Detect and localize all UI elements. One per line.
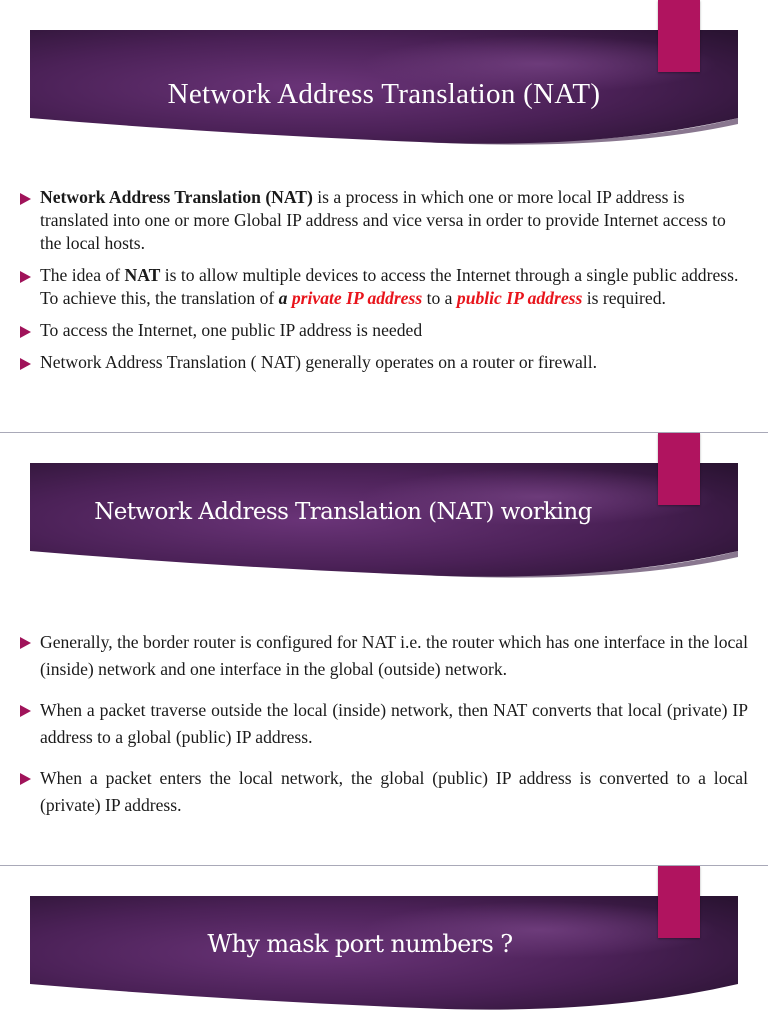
public-ip-highlight: public IP address	[456, 288, 583, 308]
private-ip-highlight: private IP address	[291, 288, 423, 308]
bullet-list	[18, 186, 748, 383]
nat-term: Network Address Translation (NAT)	[40, 187, 313, 207]
bullet-text: Generally, the border router is configured for NAT i.e. the router which has one interface in the local (inside) network and one interface in the global (outside) network.	[40, 632, 748, 679]
accent-tab	[658, 866, 700, 938]
bullet-item	[18, 264, 748, 310]
bullet-arrow-icon	[20, 193, 31, 205]
bullet-text: Network Address Translation ( NAT) generally operates on a router or firewall.	[40, 352, 597, 372]
bullet-list	[18, 629, 748, 833]
bullet-arrow-icon	[20, 358, 31, 370]
nat-term: NAT	[124, 265, 161, 285]
accent-tab	[658, 433, 700, 505]
bullet-item	[18, 765, 748, 819]
bullet-item	[18, 697, 748, 751]
bullet-text: When a packet enters the local network, the global (public) IP address is converted to a local (private) IP address.	[40, 768, 748, 815]
bullet-arrow-icon	[20, 637, 31, 649]
slide-3	[0, 866, 768, 1024]
slide-title: Network Address Translation (NAT)	[167, 78, 601, 110]
bullet-text: is to allow multiple devices to access the Internet through a single public address. To achieve this, the translation of	[40, 265, 739, 308]
slide-title: Why mask port numbers ?	[207, 930, 513, 958]
bullet-arrow-icon	[20, 773, 31, 785]
bullet-text: To access the Internet, one public IP address is needed	[40, 320, 423, 340]
slide-1	[0, 0, 768, 432]
slide-title: Network Address Translation (NAT) working	[94, 499, 592, 525]
bullet-text: The idea of	[40, 265, 125, 285]
bullet-arrow-icon	[20, 326, 31, 338]
bullet-arrow-icon	[20, 271, 31, 283]
accent-tab	[658, 0, 700, 72]
bullet-item	[18, 186, 748, 255]
bullet-arrow-icon	[20, 705, 31, 717]
bullet-text: is a process in which one or more local IP address is translated into one or more Global IP address and vice versa in order to provide Internet access to the local hosts.	[40, 187, 726, 253]
bullet-item	[18, 351, 748, 374]
slide-2	[0, 433, 768, 865]
article-a: a	[278, 288, 292, 308]
bullet-text: is required.	[582, 288, 666, 308]
bullet-text: When a packet traverse outside the local (inside) network, then NAT converts that local (private) IP address to a global (public) IP address.	[40, 700, 748, 747]
bullet-item	[18, 319, 748, 342]
bullet-text: to a	[422, 288, 457, 308]
bullet-item	[18, 629, 748, 683]
